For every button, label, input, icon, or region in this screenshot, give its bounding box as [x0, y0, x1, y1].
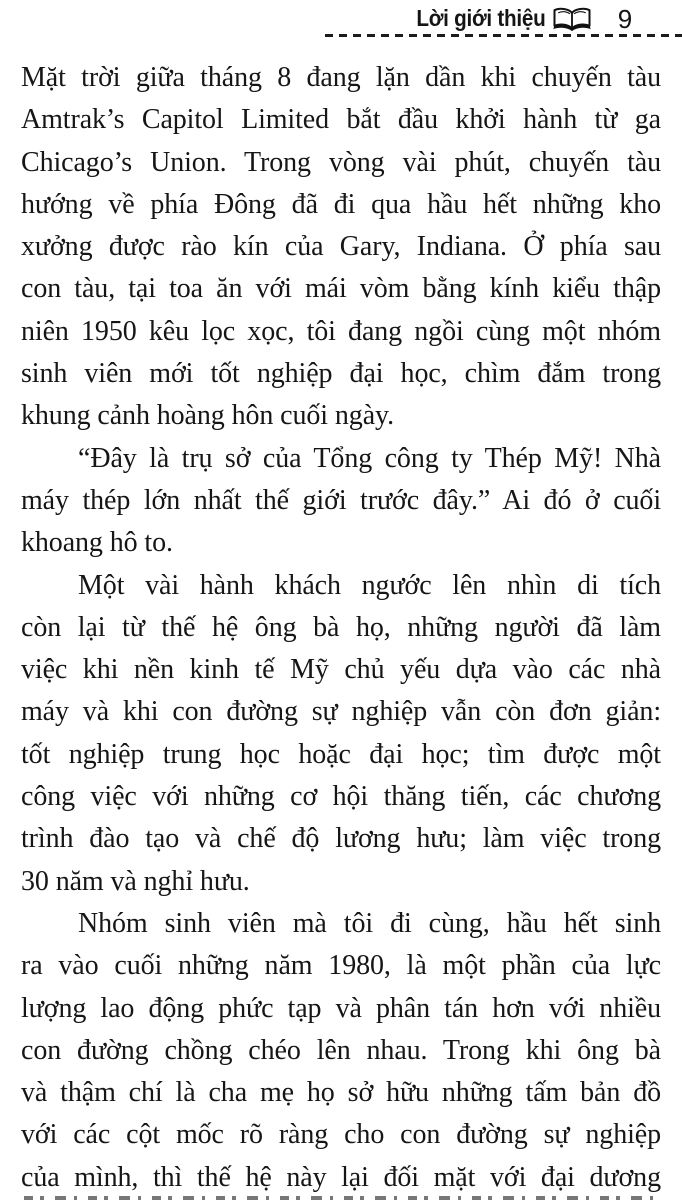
text-line: con tàu, tại toa ăn với mái vòm bằng kính kiểu thập — [21, 273, 661, 305]
paragraph — [21, 57, 661, 438]
text-line: “Đây là trụ sở của Tổng công ty Thép Mỹ! Nhà — [78, 442, 661, 474]
text-line: khung cảnh hoàng hôn cuối ngày. — [21, 400, 394, 432]
text-line: sinh viên mới tốt nghiệp đại học, chìm đắm trong — [21, 358, 661, 390]
text-line: công việc với những cơ hội thăng tiến, các chương — [21, 781, 661, 813]
paragraph — [21, 438, 661, 565]
text-line: niên 1950 kêu lọc xọc, tôi đang ngồi cùng một nhóm — [21, 315, 661, 347]
text-line: Một vài hành khách ngước lên nhìn di tích — [78, 569, 661, 601]
text-line: và thậm chí là cha mẹ họ sở hữu những tấm bản đồ — [21, 1077, 661, 1109]
text-line: lượng lao động phức tạp và phân tán hơn với nhiều — [21, 992, 661, 1024]
text-line: Amtrak’s Capitol Limited bắt đầu khởi hành từ ga — [21, 104, 661, 136]
text-line: Chicago’s Union. Trong vòng vài phút, chuyến tàu — [21, 146, 661, 178]
chapter-title-text: Lời giới thiệu — [415, 5, 545, 31]
text-line: của mình, thì thế hệ này lại đối mặt với đại dương — [21, 1161, 661, 1193]
text-line: khoang hô to. — [21, 527, 173, 559]
text-line: ra vào cuối những năm 1980, là một phần của lực — [21, 950, 661, 982]
text-line: hướng về phía Đông đã đi qua hầu hết những kho — [21, 188, 661, 220]
text-line: tốt nghiệp trung học hoặc đại học; tìm được một — [21, 738, 661, 770]
text-line: xưởng được rào kín của Gary, Indiana. Ở phía sau — [21, 231, 661, 263]
paragraph — [21, 565, 661, 903]
text-line: Mặt trời giữa tháng 8 đang lặn dần khi chuyến tàu — [21, 62, 661, 93]
body-text — [21, 57, 661, 1199]
paragraph — [21, 903, 661, 1199]
text-line: với các cột mốc rõ ràng cho con đường sự nghiệp — [21, 1119, 661, 1151]
open-book-icon — [551, 7, 593, 32]
text-line: việc khi nền kinh tế Mỹ chủ yếu dựa vào các nhà — [21, 654, 661, 686]
header-dashed-rule — [325, 34, 682, 37]
text-line: trình đào tạo và chế độ lương hưu; làm việc trong — [21, 823, 661, 855]
text-line: máy và khi con đường sự nghiệp vẫn còn đơn giản: — [21, 696, 661, 728]
text-line: Nhóm sinh viên mà tôi đi cùng, hầu hết sinh — [78, 907, 661, 939]
text-line: máy thép lớn nhất thế giới trước đây.” Ai đó ở cuối — [21, 484, 661, 516]
page-number: 9 — [617, 4, 633, 34]
chapter-title — [402, 5, 546, 32]
text-line: con đường chồng chéo lên nhau. Trong khi ông bà — [21, 1034, 661, 1066]
text-line: còn lại từ thế hệ ông bà họ, những người đã làm — [21, 611, 661, 643]
text-line: 30 năm và nghỉ hưu. — [21, 865, 250, 897]
clipped-next-text-line — [24, 1196, 656, 1200]
